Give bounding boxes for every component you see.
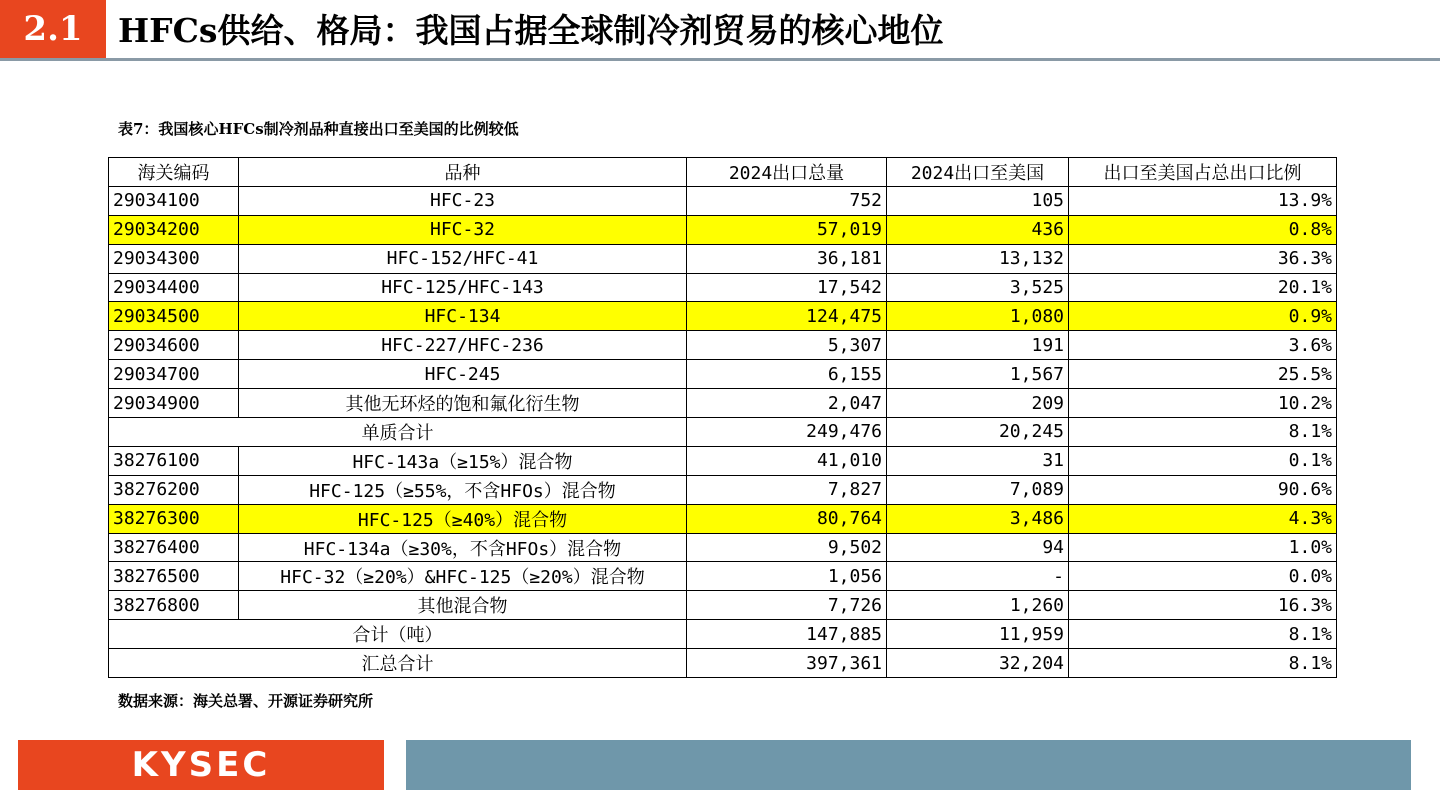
col-header-name: 品种 <box>239 158 687 187</box>
hs-code-cell: 38276500 <box>109 562 239 591</box>
export-total-cell: 397,361 <box>687 649 887 678</box>
export-us-cell: 11,959 <box>887 620 1069 649</box>
export-total-cell: 5,307 <box>687 331 887 360</box>
us-ratio-cell: 13.9% <box>1069 186 1337 215</box>
export-total-cell: 7,726 <box>687 591 887 620</box>
product-name-cell: HFC-32 <box>239 215 687 244</box>
table-row <box>109 389 1337 418</box>
table-row <box>109 475 1337 504</box>
product-name-cell: 其他无环烃的饱和氟化衍生物 <box>239 389 687 418</box>
table-subtotal-row <box>109 620 1337 649</box>
export-total-cell: 124,475 <box>687 302 887 331</box>
table-row <box>109 302 1337 331</box>
product-name-cell: HFC-32（≥20%）&HFC-125（≥20%）混合物 <box>239 562 687 591</box>
export-us-cell: 94 <box>887 533 1069 562</box>
product-name-cell: HFC-134 <box>239 302 687 331</box>
export-us-cell: 32,204 <box>887 649 1069 678</box>
hs-code-cell: 38276300 <box>109 504 239 533</box>
export-us-cell: 7,089 <box>887 475 1069 504</box>
export-total-cell: 36,181 <box>687 244 887 273</box>
export-us-cell: 13,132 <box>887 244 1069 273</box>
export-total-cell: 7,827 <box>687 475 887 504</box>
source-note: 数据来源：海关总署、开源证券研究所 <box>118 692 374 710</box>
table-row <box>109 331 1337 360</box>
footer-bar <box>406 740 1411 790</box>
header-divider <box>0 58 1440 61</box>
us-ratio-cell: 0.0% <box>1069 562 1337 591</box>
export-us-cell: 209 <box>887 389 1069 418</box>
us-ratio-cell: 16.3% <box>1069 591 1337 620</box>
hs-code-cell: 29034300 <box>109 244 239 273</box>
product-name-cell: HFC-227/HFC-236 <box>239 331 687 360</box>
hs-code-cell: 29034700 <box>109 360 239 389</box>
hs-code-cell: 29034400 <box>109 273 239 302</box>
product-name-cell: 其他混合物 <box>239 591 687 620</box>
table-header-row <box>109 158 1337 187</box>
export-us-cell: 436 <box>887 215 1069 244</box>
table-row <box>109 244 1337 273</box>
hs-code-cell: 38276400 <box>109 533 239 562</box>
export-us-cell: 191 <box>887 331 1069 360</box>
table-row <box>109 562 1337 591</box>
us-ratio-cell: 4.3% <box>1069 504 1337 533</box>
export-us-cell: 1,080 <box>887 302 1069 331</box>
export-total-cell: 752 <box>687 186 887 215</box>
table-row <box>109 273 1337 302</box>
table-subtotal-row <box>109 649 1337 678</box>
product-name-cell: HFC-143a（≥15%）混合物 <box>239 446 687 475</box>
product-name-cell: HFC-125（≥55%，不含HFOs）混合物 <box>239 475 687 504</box>
export-us-cell: 105 <box>887 186 1069 215</box>
export-total-cell: 9,502 <box>687 533 887 562</box>
row-label-cell: 合计（吨） <box>109 620 687 649</box>
table-row <box>109 504 1337 533</box>
export-total-cell: 80,764 <box>687 504 887 533</box>
export-total-cell: 249,476 <box>687 418 887 447</box>
us-ratio-cell: 8.1% <box>1069 649 1337 678</box>
col-header-code: 海关编码 <box>109 158 239 187</box>
table-row <box>109 360 1337 389</box>
us-ratio-cell: 10.2% <box>1069 389 1337 418</box>
product-name-cell: HFC-134a（≥30%，不含HFOs）混合物 <box>239 533 687 562</box>
kysec-logo: KYSEC <box>131 745 271 785</box>
col-header-ratio: 出口至美国占总出口比例 <box>1069 158 1337 187</box>
us-ratio-cell: 1.0% <box>1069 533 1337 562</box>
export-total-cell: 1,056 <box>687 562 887 591</box>
footer-logo-bar <box>18 740 384 790</box>
product-name-cell: HFC-125/HFC-143 <box>239 273 687 302</box>
export-us-cell: 1,260 <box>887 591 1069 620</box>
table-row <box>109 533 1337 562</box>
export-total-cell: 41,010 <box>687 446 887 475</box>
table-body <box>109 186 1337 677</box>
product-name-cell: HFC-125（≥40%）混合物 <box>239 504 687 533</box>
export-total-cell: 17,542 <box>687 273 887 302</box>
table-subtotal-row <box>109 418 1337 447</box>
hs-code-cell: 29034600 <box>109 331 239 360</box>
table-row <box>109 215 1337 244</box>
hs-code-cell: 29034900 <box>109 389 239 418</box>
us-ratio-cell: 8.1% <box>1069 620 1337 649</box>
export-total-cell: 6,155 <box>687 360 887 389</box>
export-total-cell: 2,047 <box>687 389 887 418</box>
table-row <box>109 446 1337 475</box>
product-name-cell: HFC-245 <box>239 360 687 389</box>
product-name-cell: HFC-152/HFC-41 <box>239 244 687 273</box>
us-ratio-cell: 0.8% <box>1069 215 1337 244</box>
product-name-cell: HFC-23 <box>239 186 687 215</box>
hs-code-cell: 38276100 <box>109 446 239 475</box>
col-header-total: 2024出口总量 <box>687 158 887 187</box>
page-title: HFCs供给、格局：我国占据全球制冷剂贸易的核心地位 <box>118 11 944 50</box>
table-caption: 表7：我国核心HFCs制冷剂品种直接出口至美国的比例较低 <box>118 120 519 138</box>
export-us-cell: 3,486 <box>887 504 1069 533</box>
export-table <box>108 157 1337 678</box>
us-ratio-cell: 0.9% <box>1069 302 1337 331</box>
table-row <box>109 186 1337 215</box>
us-ratio-cell: 0.1% <box>1069 446 1337 475</box>
us-ratio-cell: 36.3% <box>1069 244 1337 273</box>
us-ratio-cell: 20.1% <box>1069 273 1337 302</box>
us-ratio-cell: 25.5% <box>1069 360 1337 389</box>
table-row <box>109 591 1337 620</box>
col-header-us: 2024出口至美国 <box>887 158 1069 187</box>
export-us-cell: 20,245 <box>887 418 1069 447</box>
export-us-cell: 1,567 <box>887 360 1069 389</box>
us-ratio-cell: 3.6% <box>1069 331 1337 360</box>
us-ratio-cell: 90.6% <box>1069 475 1337 504</box>
us-ratio-cell: 8.1% <box>1069 418 1337 447</box>
hs-code-cell: 29034100 <box>109 186 239 215</box>
export-total-cell: 57,019 <box>687 215 887 244</box>
hs-code-cell: 38276800 <box>109 591 239 620</box>
export-total-cell: 147,885 <box>687 620 887 649</box>
hs-code-cell: 29034500 <box>109 302 239 331</box>
hs-code-cell: 29034200 <box>109 215 239 244</box>
hs-code-cell: 38276200 <box>109 475 239 504</box>
export-us-cell: 3,525 <box>887 273 1069 302</box>
section-number: 2.1 <box>0 0 106 58</box>
row-label-cell: 汇总合计 <box>109 649 687 678</box>
export-us-cell: 31 <box>887 446 1069 475</box>
row-label-cell: 单质合计 <box>109 418 687 447</box>
export-us-cell: - <box>887 562 1069 591</box>
